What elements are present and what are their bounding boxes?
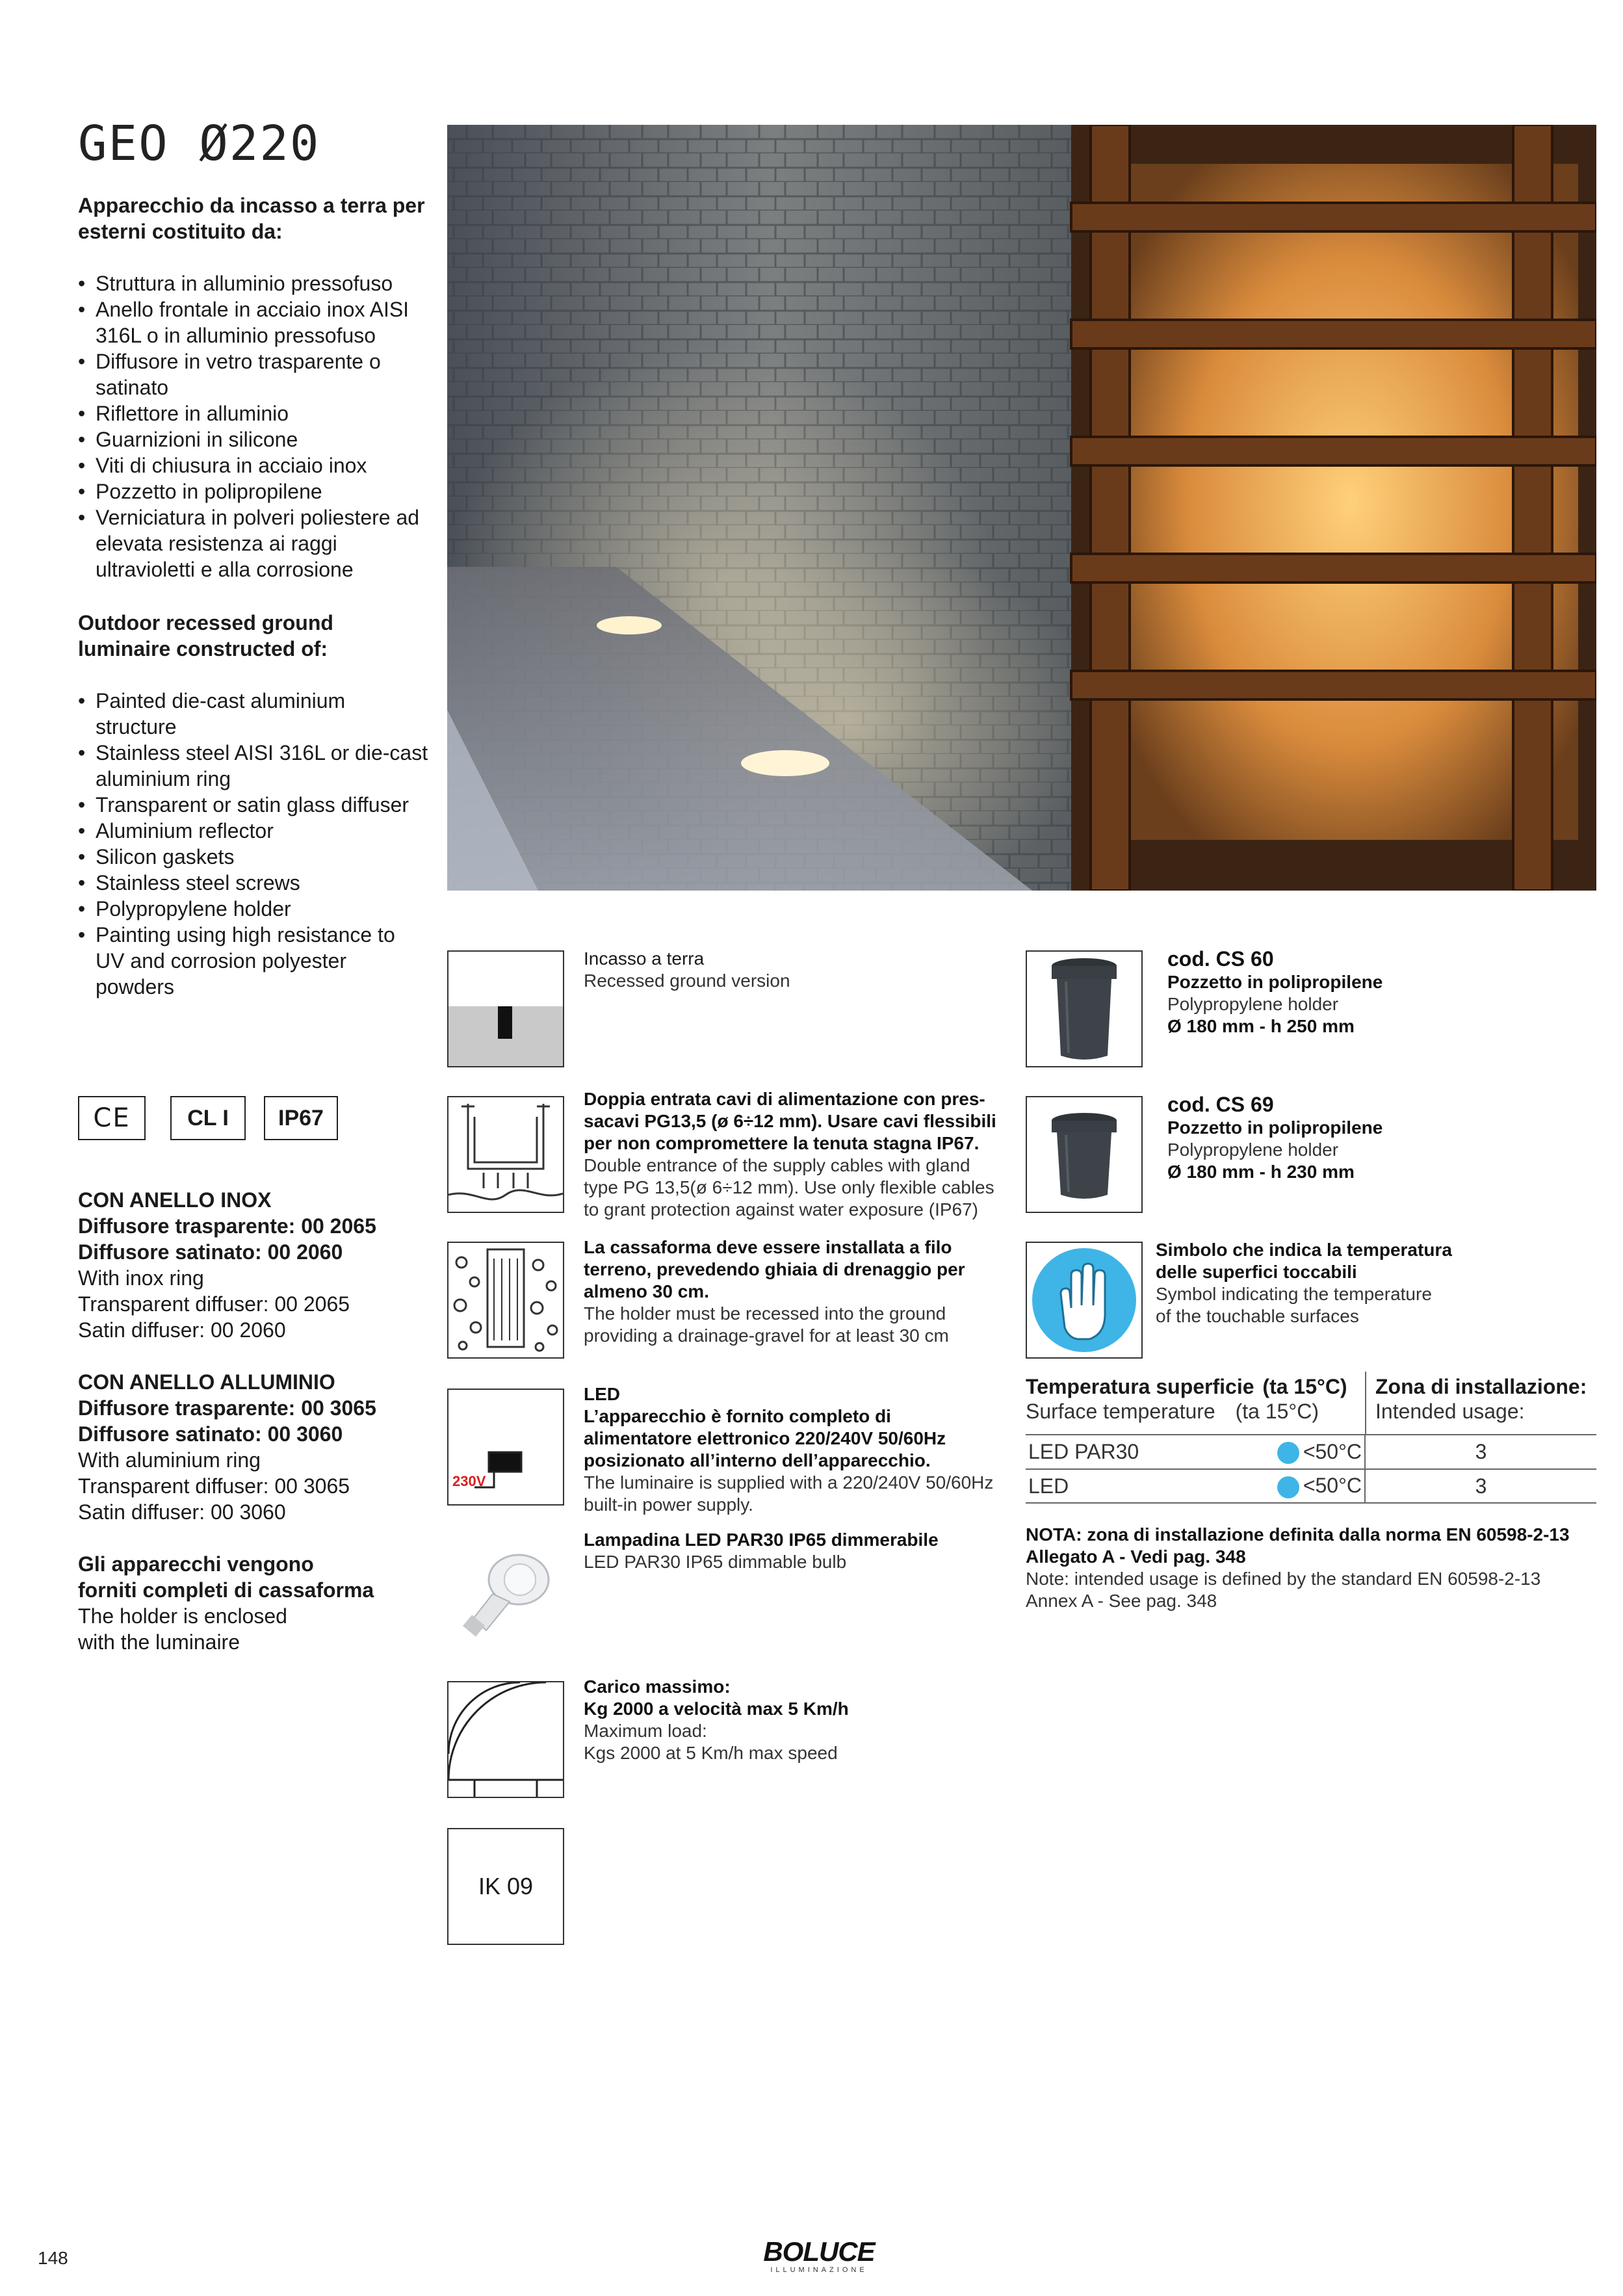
list-item: • Guarnizioni in silicone [78,426,429,452]
power-supply-icon [447,1389,564,1506]
gravel-it-2: terreno, prevedendo ghiaia di drenaggio per [584,1259,965,1279]
led-en-1: The luminaire is supplied with a 220/240V 50/60Hz [584,1472,994,1493]
list-item: • Painted die-cast aluminium structure [78,688,429,740]
symbol-it-2: delle superfici toccabili [1156,1262,1357,1282]
list-item: • Pozzetto in polipropilene [78,478,429,504]
cs69-it: Pozzetto in polipropilene [1167,1117,1383,1138]
load-en-1: Maximum load: [584,1721,707,1741]
intro-it-heading: Apparecchio da incasso a terra per esterni costituito da: [78,194,425,243]
feature-gravel [584,1236,1006,1347]
feature-bulb [584,1529,1000,1573]
hand-mini-icon [1277,1442,1299,1464]
list-item: • Painting using high resistance to UV and corrosion polyester powders [78,922,429,1000]
list-item: • Stainless steel screws [78,870,429,896]
zone-header-it: Zona di installazione: [1375,1375,1587,1398]
load-en-2: Kgs 2000 at 5 Km/h max speed [584,1743,838,1763]
inox-en-2: Transparent diffuser: 00 2065 [78,1292,350,1316]
brand-name: BOLUCE [763,2236,875,2267]
inox-en-3: Satin diffuser: 00 2060 [78,1318,286,1342]
holder-it-1: Gli apparecchi vengono [78,1552,314,1576]
row-name: LED [1026,1469,1247,1503]
header-divider [1365,1372,1366,1434]
ce-mark-badge [78,1096,146,1140]
hand-temperature-icon [1026,1242,1143,1359]
nota-en-2: Annex A - See pag. 348 [1026,1591,1217,1611]
table-row [1026,1469,1596,1503]
gravel-en-1: The holder must be recessed into the ground [584,1303,946,1324]
symbol-en-2: of the touchable surfaces [1156,1306,1359,1326]
led-title: LED [584,1384,620,1404]
led-en-2: built-in power supply. [584,1494,753,1515]
list-item: • Stainless steel AISI 316L or die-cast aluminium ring [78,740,429,792]
alu-en-2: Transparent diffuser: 00 3065 [78,1474,350,1498]
feature-recessed [584,948,1000,992]
cs60-info [1167,946,1583,1037]
load-it-2: Kg 2000 a velocità max 5 Km/h [584,1699,849,1719]
led-it-3: posizionato all’interno dell’apparecchio. [584,1450,931,1470]
row-name: LED PAR30 [1026,1435,1247,1469]
row-temp-cell [1247,1435,1365,1469]
night-facade-illustration [447,125,1596,891]
class-badge: CL I [170,1096,246,1140]
cs69-holder-image [1026,1096,1143,1213]
page-number: 148 [38,2248,68,2268]
list-item: • Struttura in alluminio pressofuso [78,270,429,296]
temp-header-it: Temperatura superficie [1026,1375,1254,1398]
list-item: • Anello frontale in acciaio inox AISI 316L o in alluminio pressofuso [78,296,429,348]
brand-logo [760,2236,877,2282]
cs60-dim: Ø 180 mm - h 250 mm [1167,1016,1355,1036]
cables-it-1: Doppia entrata cavi di alimentazione con pres- [584,1089,985,1109]
ip-rating-badge: IP67 [264,1096,338,1140]
row-temp: <50°C [1303,1474,1362,1498]
list-item: • Diffusore in vetro trasparente o satinato [78,348,429,400]
inox-transparent-code: Diffusore trasparente: 00 2065 [78,1214,376,1238]
cables-en-3: to grant protection against water exposure (IP67) [584,1199,979,1220]
list-item: • Riflettore in alluminio [78,400,429,426]
alu-heading: CON ANELLO ALLUMINIO [78,1370,335,1394]
cs69-dim: Ø 180 mm - h 230 mm [1167,1162,1355,1182]
product-photo [447,125,1596,891]
hand-mini-icon [1277,1476,1299,1498]
alu-satin-code: Diffusore satinato: 00 3060 [78,1422,343,1446]
intro-en-heading: Outdoor recessed ground luminaire constructed of: [78,611,333,660]
gravel-it-1: La cassaforma deve essere installata a filo [584,1237,952,1257]
brand-sub: ILLUMINAZIONE [770,2266,868,2274]
ik-rating-badge: IK 09 [447,1828,564,1945]
intro-english [78,610,429,1000]
zone-header-en: Intended usage: [1375,1400,1525,1423]
table-row [1026,1435,1596,1469]
cables-en-1: Double entrance of the supply cables with gland [584,1155,970,1175]
page-title: GEO Ø220 [78,116,320,172]
list-item: • Aluminium reflector [78,818,429,844]
temp-header-ta: (ta 15°C) [1262,1375,1347,1398]
holder-en-1: The holder is enclosed [78,1604,287,1628]
row-zone: 3 [1365,1469,1596,1503]
standard-note [1026,1524,1598,1612]
list-item: • Verniciatura in polveri poliestere ad elevata resistenza ai raggi ultravioletti e alla corrosione [78,504,429,582]
recessed-en: Recessed ground version [584,971,790,991]
temp-header-en: Surface temperature [1026,1400,1215,1423]
list-item: • Transparent or satin glass diffuser [78,792,429,818]
cables-it-3: per non compromettere la tenuta stagna IP67. [584,1133,980,1153]
cs69-en: Polypropylene holder [1167,1140,1339,1160]
nota-en-1: Note: intended usage is defined by the standard EN 60598-2-13 [1026,1569,1541,1589]
nota-it-2: Allegato A - Vedi pag. 348 [1026,1546,1246,1567]
alu-en-1: With aluminium ring [78,1448,261,1472]
temp-header-ta-en: (ta 15°C) [1235,1400,1319,1423]
intro-en-list [78,688,429,1000]
cables-it-2: sacavi PG13,5 (ø 6÷12 mm). Usare cavi flessibili [584,1111,996,1131]
symbol-info [1156,1239,1598,1327]
max-load-icon [447,1681,564,1798]
cs60-en: Polypropylene holder [1167,994,1339,1014]
inox-satin-code: Diffusore satinato: 00 2060 [78,1240,343,1264]
cables-en-2: type PG 13,5(ø 6÷12 mm). Use only flexible cables [584,1177,994,1197]
feature-led [584,1383,1013,1516]
drainage-gravel-icon [447,1242,564,1359]
recessed-icon [447,950,564,1067]
inox-heading: CON ANELLO INOX [78,1188,272,1212]
inox-en-1: With inox ring [78,1266,204,1290]
feature-cables [584,1088,1006,1221]
list-item: • Polypropylene holder [78,896,429,922]
alu-en-3: Satin diffuser: 00 3060 [78,1500,286,1524]
bulb-it: Lampadina LED PAR30 IP65 dimmerabile [584,1530,939,1550]
cs60-holder-image [1026,950,1143,1067]
led-bulb-image [447,1534,564,1651]
voltage-label: 230V [452,1473,486,1489]
row-temp: <50°C [1303,1439,1362,1463]
inox-ring-codes [78,1187,429,1343]
load-it-1: Carico massimo: [584,1676,731,1697]
row-zone: 3 [1365,1435,1596,1469]
cs60-it: Pozzetto in polipropilene [1167,972,1383,992]
list-item: • Silicon gaskets [78,844,429,870]
symbol-en-1: Symbol indicating the temperature [1156,1284,1432,1304]
list-item: • Viti di chiusura in acciaio inox [78,452,429,478]
alu-ring-codes [78,1369,429,1525]
holder-note [78,1551,429,1655]
gravel-en-2: providing a drainage-gravel for at least 30 cm [584,1325,949,1346]
temp-header [1026,1374,1364,1424]
cs60-code: cod. CS 60 [1167,947,1274,971]
nota-it-1: NOTA: zona di installazione definita dalla norma EN 60598-2-13 [1026,1524,1570,1545]
alu-transparent-code: Diffusore trasparente: 00 3065 [78,1396,376,1420]
intro-it-list [78,270,429,582]
zone-header [1375,1374,1596,1424]
cs69-info [1167,1092,1583,1183]
row-temp-cell [1247,1469,1365,1503]
intro-italian [78,192,429,582]
led-it-1: L’apparecchio è fornito completo di [584,1406,891,1426]
holder-it-2: forniti completi di cassaforma [78,1578,374,1602]
led-it-2: alimentatore elettronico 220/240V 50/60Hz [584,1428,946,1448]
cs69-code: cod. CS 69 [1167,1093,1274,1116]
bulb-en: LED PAR30 IP65 dimmable bulb [584,1552,847,1572]
temperature-table [1026,1435,1596,1504]
cable-entry-icon [447,1096,564,1213]
recessed-it: Incasso a terra [584,948,705,969]
feature-load [584,1676,1000,1764]
ce-mark-text: CE [93,1103,131,1133]
holder-en-2: with the luminaire [78,1630,240,1654]
symbol-it-1: Simbolo che indica la temperatura [1156,1240,1452,1260]
gravel-it-3: almeno 30 cm. [584,1281,709,1301]
